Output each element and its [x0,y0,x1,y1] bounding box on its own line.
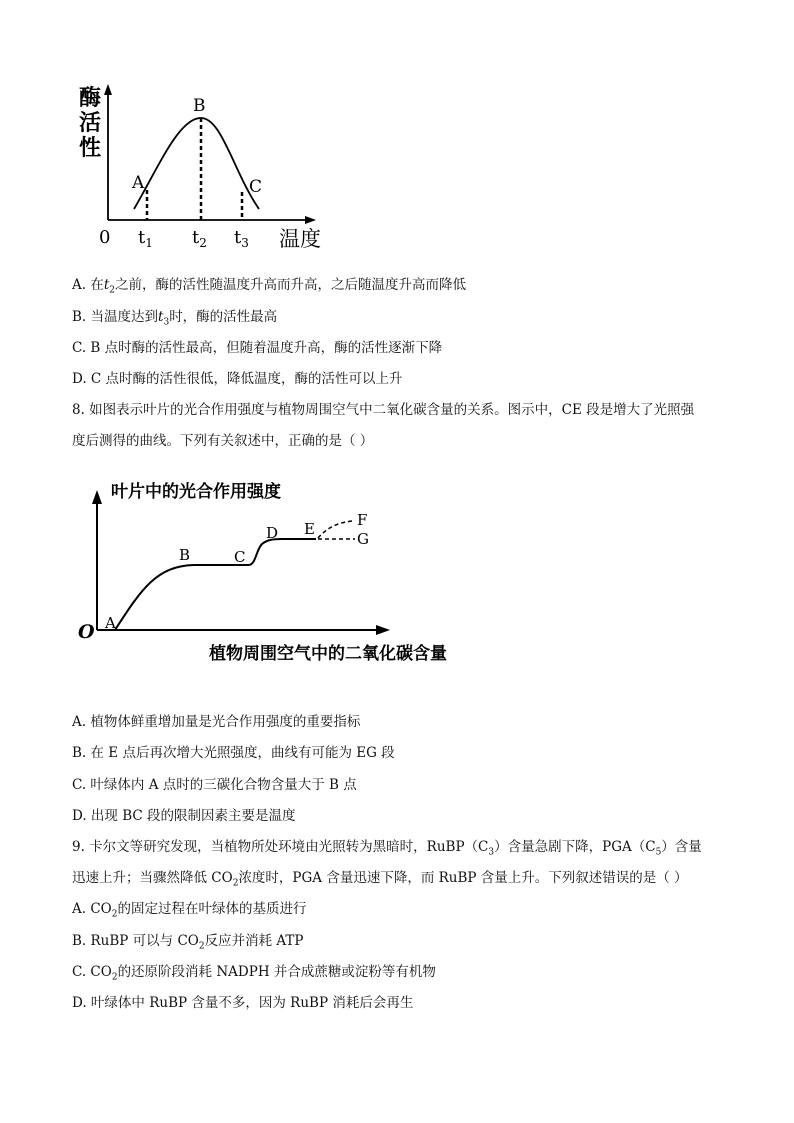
point-b-label: B [179,546,191,564]
point-a-label: A [105,614,116,632]
q9-stem-line-1 [72,838,702,862]
q9-stem-sub-3: 2 [232,878,239,889]
photosynthesis-figure [72,476,502,672]
q9-option-b-prefix: B. RuBP 可以与 CO [72,933,199,949]
y-axis-char-3: 性 [79,135,102,161]
q7-option-b [72,308,277,332]
q7-option-a-var: t [103,277,110,293]
q9-option-a [72,900,306,924]
svg-text:t3 [234,227,249,250]
tick-t3: t [234,227,242,248]
x-axis-label: 植物周围空气中的二氧化碳含量 [209,644,447,664]
q9-stem-part-5: 浓度时，PGA 含量迅速下降，而 RuBP 含量上升。下列叙述错误的是（ ） [238,870,688,886]
q9-option-b [72,932,303,956]
q9-option-b-sub: 2 [198,941,205,952]
q7-option-a-text: 之前，酶的活性随温度升高而升高，之后随温度升高而降低 [115,277,467,293]
y-axis-char-2: 活 [79,110,102,136]
point-c-label: C [234,548,246,566]
tick-t2-sub: 2 [199,236,207,250]
q9-option-c [72,963,436,987]
point-d-label: D [266,524,279,542]
q7-option-a-sub: 2 [109,285,116,296]
q7-option-a [72,276,466,300]
q9-stem-line-2 [72,869,688,893]
q9-stem-sub-2: 5 [655,847,662,858]
q8-stem-line-1: 8. 如图表示叶片的光合作用强度与植物周围空气中二氧化碳含量的关系。图示中，CE 段是增大了光照强 [72,402,695,418]
q9-option-c-text: 的还原阶段消耗 NADPH 并合成蔗糖或淀粉等有机物 [117,964,436,980]
q9-option-c-sub: 2 [111,972,118,983]
tick-t1: t [138,227,146,248]
q9-stem-part-1: 9. 卡尔文等研究发现，当植物所处环境由光照转为黑暗时，RuBP（C [72,839,489,855]
svg-text:t1 [138,227,153,250]
origin-label: 0 [99,227,111,248]
q7-option-b-sub: 3 [163,317,170,328]
enzyme-activity-figure [74,78,336,258]
origin-o-label: O [78,621,95,643]
point-e-label: E [304,520,315,538]
tick-t1-sub: 1 [145,236,153,250]
x-axis-label: 温度 [279,227,321,251]
q7-option-d: D. C 点时酶的活性很低，降低温度，酶的活性可以上升 [72,371,403,387]
y-axis-char-1: 酶 [79,85,102,111]
point-f-label: F [357,511,368,529]
q8-option-b: B. 在 E 点后再次增大光照强度，曲线有可能为 EG 段 [72,745,395,761]
q9-stem-sub-1: 3 [488,847,495,858]
tick-t2: t [192,227,200,248]
point-a-label: A [132,173,145,193]
point-b-label: B [193,96,206,116]
q7-option-b-text: 时，酶的活性最高 [169,309,278,325]
q8-option-a: A. 植物体鲜重增加量是光合作用强度的重要指标 [72,714,361,730]
q9-stem-part-2: ）含量急剧下降，PGA（C [494,839,656,855]
q9-option-a-text: 的固定过程在叶绿体的基质进行 [117,901,307,917]
point-c-label: C [249,177,263,197]
svg-text:t2 [192,227,207,250]
q9-option-d: D. 叶绿体中 RuBP 含量不多，因为 RuBP 消耗后会再生 [72,995,414,1011]
q8-option-c: C. 叶绿体内 A 点时的三碳化合物含量大于 B 点 [72,777,357,793]
q9-stem-part-4: 迅速上升；当骤然降低 CO [72,870,233,886]
q9-option-a-sub: 2 [111,909,118,920]
q8-option-d: D. 出现 BC 段的限制因素主要是温度 [72,808,296,824]
q8-stem-line-2: 度后测得的曲线。下列有关叙述中，正确的是（ ） [72,433,374,449]
q9-option-c-prefix: C. CO [72,964,112,980]
q7-option-a-prefix: A. 在 [72,277,104,293]
tick-t3-sub: 3 [241,236,249,250]
q7-option-b-var: t [158,309,164,325]
y-axis-label: 叶片中的光合作用强度 [111,482,281,502]
q9-stem-part-3: ）含量 [661,839,702,855]
q7-option-c: C. B 点时酶的活性最高，但随着温度升高，酶的活性逐渐下降 [72,340,443,356]
q7-option-b-prefix: B. 当温度达到 [72,309,159,325]
q9-option-a-prefix: A. CO [72,901,112,917]
q9-option-b-text: 反应并消耗 ATP [204,933,304,949]
point-g-label: G [357,530,369,548]
